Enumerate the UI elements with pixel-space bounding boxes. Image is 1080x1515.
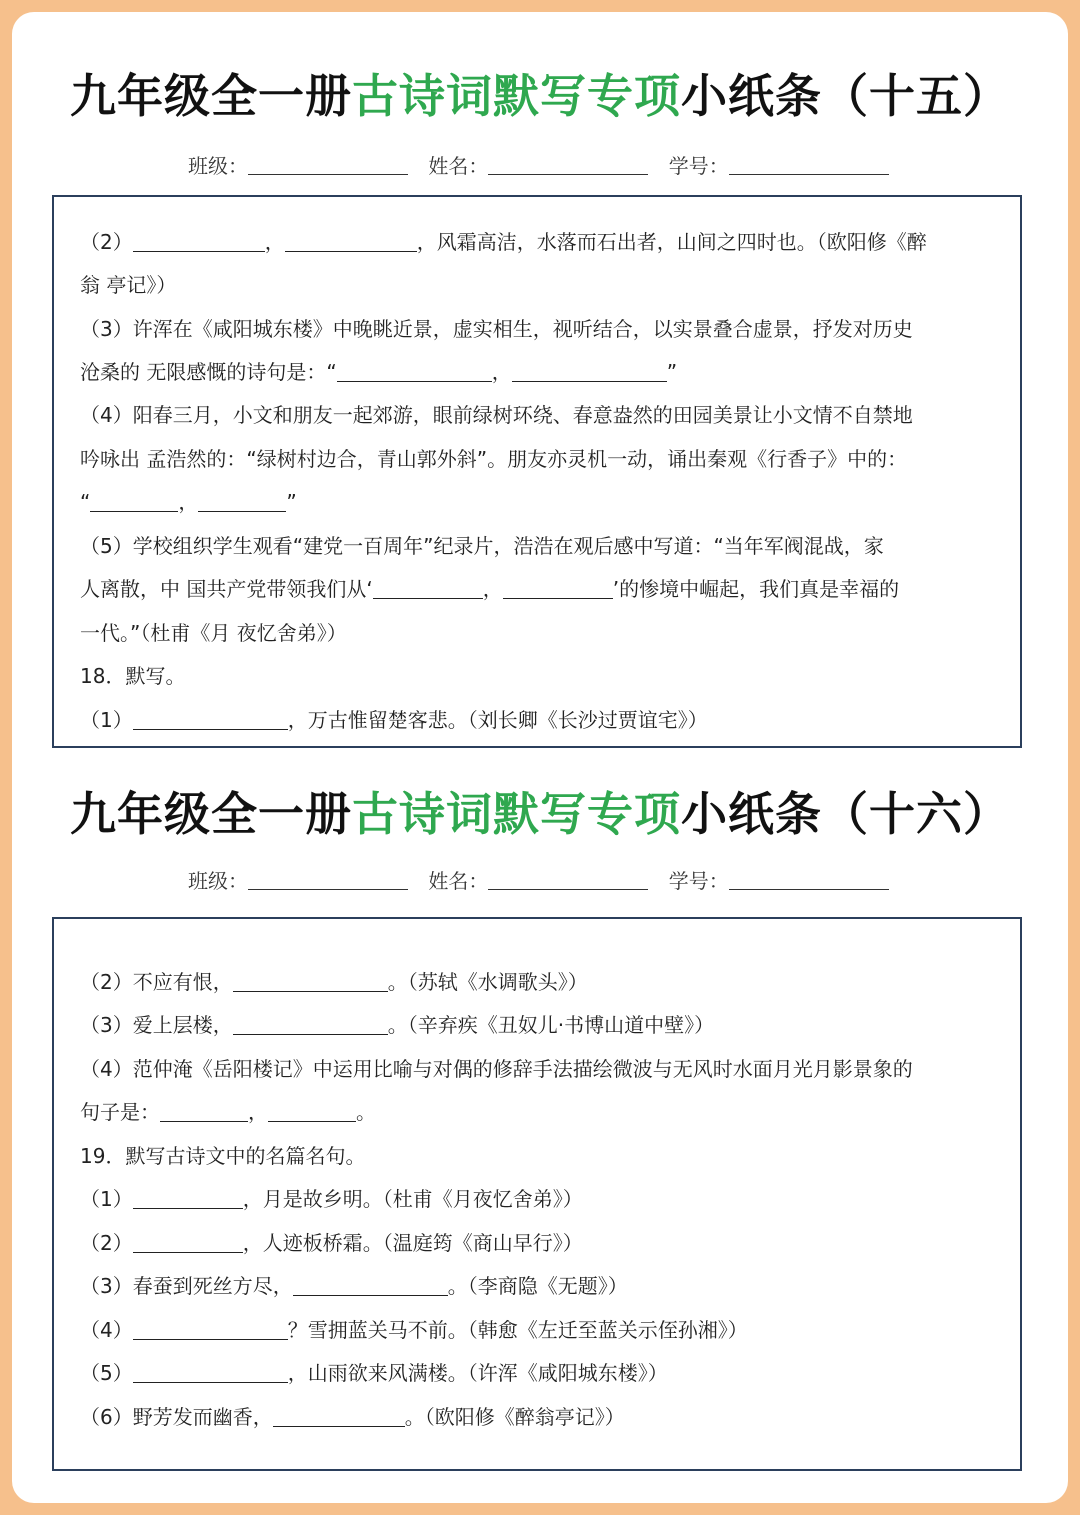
question-line: （1） ，月是故乡明。（杜甫《月夜忆舍弟》） <box>80 1187 583 1211</box>
question-line: 翁 亭记》） <box>80 273 177 297</box>
answer-blank[interactable] <box>512 361 667 382</box>
name-field[interactable] <box>488 158 648 175</box>
answer-blank[interactable] <box>133 1188 243 1209</box>
answer-blank[interactable] <box>160 1101 248 1122</box>
question-line: 18．默写。 <box>80 664 186 688</box>
answer-blank[interactable] <box>133 1362 288 1383</box>
worksheet-title-16 <box>0 778 1080 844</box>
answer-blank[interactable] <box>233 971 388 992</box>
student-info-row-15 <box>188 150 928 179</box>
question-line: （2）不应有恨， 。（苏轼《水调歌头》） <box>80 970 588 994</box>
student-id-field[interactable] <box>729 158 889 175</box>
answer-blank[interactable] <box>90 491 178 512</box>
answer-blank[interactable] <box>198 491 286 512</box>
question-line: “ ， ” <box>80 490 297 514</box>
question-line: （3）春蚕到死丝方尽， 。（李商隐《无题》） <box>80 1274 628 1298</box>
question-line: （4）范仲淹《岳阳楼记》中运用比喻与对偶的修辞手法描绘微波与无风时水面月光月影景象的 <box>80 1057 913 1081</box>
question-line: （5）学校组织学生观看“建党一百周年”纪录片，浩浩在观后感中写道：“当年军阀混战，家 <box>80 534 884 558</box>
answer-blank[interactable] <box>133 1319 288 1340</box>
student-id-field[interactable] <box>729 873 889 890</box>
title-prefix: 九年级全一册 <box>70 787 352 841</box>
answer-blank[interactable] <box>268 1101 356 1122</box>
answer-blank[interactable] <box>133 1232 243 1253</box>
answer-blank[interactable] <box>373 578 483 599</box>
class-label: 班级： <box>188 869 248 893</box>
question-line: 人离散，中 国共产党带领我们从‘ ， ’的惨境中崛起，我们真是幸福的 <box>80 577 900 601</box>
question-line: （2） ， ，风霜高洁，水落而石出者，山间之四时也。（欧阳修《醉 <box>80 230 927 254</box>
title-prefix: 九年级全一册 <box>70 69 352 123</box>
question-line: （6）野芳发而幽香， 。（欧阳修《醉翁亭记》） <box>80 1405 625 1429</box>
title-suffix: 小纸条（十六） <box>681 787 1010 841</box>
student-id-label: 学号： <box>668 869 729 893</box>
title-suffix: 小纸条（十五） <box>681 69 1010 123</box>
answer-blank[interactable] <box>273 1406 405 1427</box>
name-label: 姓名： <box>428 154 489 178</box>
question-line: 一代。”（杜甫《月 夜忆舍弟》） <box>80 621 347 645</box>
student-info-row-16 <box>188 865 928 894</box>
answer-blank[interactable] <box>285 231 417 252</box>
answer-blank[interactable] <box>293 1275 448 1296</box>
title-highlight: 古诗词默写专项 <box>352 69 681 123</box>
question-line: （4）阳春三月，小文和朋友一起郊游，眼前绿树环绕、春意盎然的田园美景让小文情不自禁地 <box>80 403 913 427</box>
question-line: 19．默写古诗文中的名篇名句。 <box>80 1144 366 1168</box>
answer-blank[interactable] <box>133 231 265 252</box>
title-highlight: 古诗词默写专项 <box>352 787 681 841</box>
answer-blank[interactable] <box>233 1014 388 1035</box>
worksheet-title-15 <box>0 60 1080 126</box>
question-line: 句子是： ， 。 <box>80 1100 376 1124</box>
name-label: 姓名： <box>428 869 489 893</box>
class-field[interactable] <box>248 158 408 175</box>
question-line: 沧桑的 无限感慨的诗句是：“ ， ” <box>80 360 678 384</box>
class-field[interactable] <box>248 873 408 890</box>
question-line: （5） ，山雨欲来风满楼。（许浑《咸阳城东楼》） <box>80 1361 668 1385</box>
answer-blank[interactable] <box>133 709 288 730</box>
question-line: （3）爱上层楼， 。（辛弃疾《丑奴儿·书博山道中壁》） <box>80 1013 715 1037</box>
answer-blank[interactable] <box>503 578 613 599</box>
question-line: （1） ，万古惟留楚客悲。（刘长卿《长沙过贾谊宅》） <box>80 708 708 732</box>
question-line: （4） ？雪拥蓝关马不前。（韩愈《左迁至蓝关示侄孙湘》） <box>80 1318 748 1342</box>
class-label: 班级： <box>188 154 248 178</box>
question-line: 吟咏出 孟浩然的：“绿树村边合，青山郭外斜”。朋友亦灵机一动，诵出秦观《行香子》中的： <box>80 447 908 471</box>
question-line: （3）许浑在《咸阳城东楼》中晚眺近景，虚实相生，视听结合，以实景叠合虚景，抒发对历史 <box>80 317 913 341</box>
student-id-label: 学号： <box>668 154 729 178</box>
question-line: （2） ，人迹板桥霜。（温庭筠《商山早行》） <box>80 1231 583 1255</box>
answer-blank[interactable] <box>337 361 492 382</box>
name-field[interactable] <box>488 873 648 890</box>
